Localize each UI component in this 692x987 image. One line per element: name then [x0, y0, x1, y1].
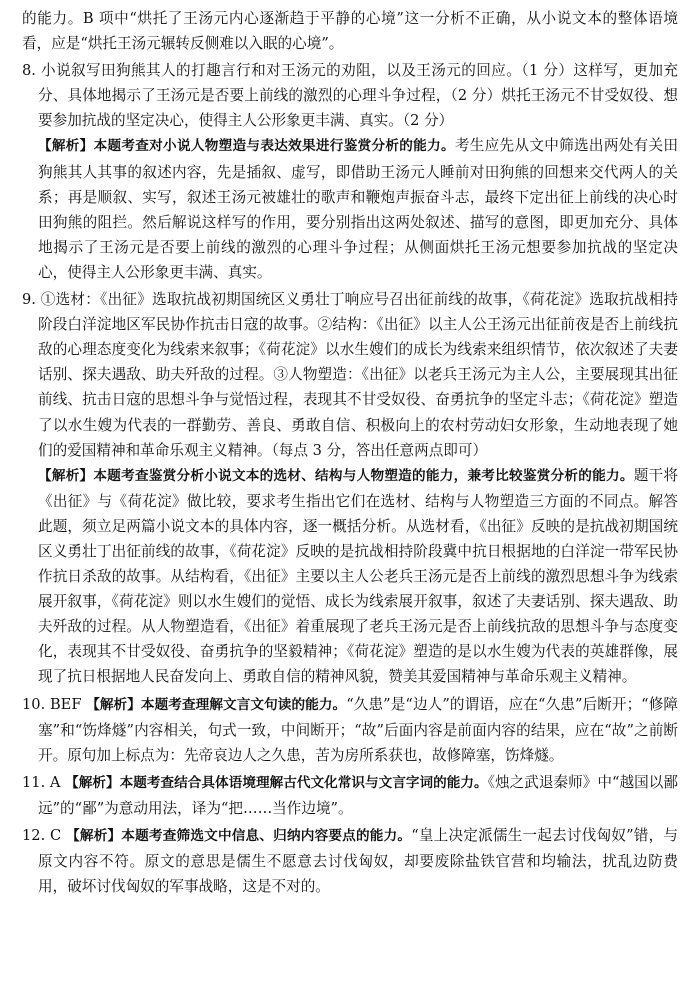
q8-answer-text: 8. 小说叙写田狗熊其人的打趣言行和对王汤元的劝阻，以及王汤元的回应。（1 分）这样写，更加充分、具体地揭示了王汤元是否要上前线的激烈的心理斗争过程，（2 分）烘托王汤元不甘受奴役、想要参加抗战的坚定决心，使得主人公形象更丰满、真实。（2 分）: [22, 62, 678, 130]
question-11: [22, 770, 678, 821]
q8-analysis: [22, 133, 678, 285]
q8-answer: [22, 58, 678, 133]
q8-analysis-text: 考生应先从文中筛选出两处有关田狗熊其人其事的叙述内容，先是插叙、虚写，即借助王汤元人睡前对田狗熊的回想来交代两人的关系；再是顺叙、实写，叙述王汤元被雄壮的歌声和鞭炮声振奋斗志，最终下定出征上前线的决心时田狗熊的阻拦。然后解说这样写的作用，要分别指出这两处叙述、描写的意图，即更加充分、具体地揭示了王汤元是否要上前线的激烈的心理斗争过程；从侧面烘托王汤元想要参加抗战的坚定决心，使得主人公形象更丰满、真实。: [38, 137, 678, 281]
q10-analysis-text: “久患”是“边人”的谓语，应在“久患”后断开；“修障塞”和“饬烽燧”内容相关，句式一致，中间断开；“故”后面内容是前面内容的结果，应在“故”之前断开。原句加上标点为：先帝哀边人之久患，苦为房所系获也，故修障塞，饬烽燧。: [38, 695, 679, 764]
question-10: [22, 692, 678, 768]
q8-analysis-tag: 【解析】本题考查对小说人物塑造与表达效果进行鉴赏分析的能力。: [38, 138, 455, 155]
q10-number: 10. BEF: [22, 695, 82, 713]
q9-analysis-tag: 【解析】本题考查鉴赏分析小说文本的选材、结构与人物塑造的能力，兼考比较鉴赏分析的能力。: [38, 467, 634, 484]
q12-analysis-text: “皇上决定派儒生一起去讨伐匈奴”错，与原文内容不符。原文的意思是儒生不愿意去讨伐匈奴，却要废除盐铁官营和均输法，扰乱边防费用，破坏讨伐匈奴的军事战略，这是不对的。: [38, 827, 679, 896]
q12-number: 12. C: [22, 827, 62, 844]
q9-answer: [22, 287, 678, 463]
q12-analysis-tag: 【解析】本题考查筛选文中信息、归纳内容要点的能力。: [66, 828, 412, 844]
intro-text: 的能力。B 项中“烘托了王汤元内心逐渐趋于平静的心境”这一分析不正确，从小说文本的整体语境看，应是“烘托王汤元辗转反侧难以入眠的心境”。: [22, 10, 678, 53]
q9-answer-text: 9. ①选材：《出征》选取抗战初期国统区义勇壮丁响应号召出征前线的故事，《荷花淀》选取抗战相持阶段白洋淀地区军民协作抗击日寇的故事。②结构：《出征》以主人公王汤元出征前夜是否上前线抗敌的心理态度变化为线索来叙事；《荷花淀》以水生嫂们的成长为线索来组织情节，依次叙述了夫妻话别、探夫遇敌、助夫歼敌的过程。③人物塑造：《出征》以老兵王汤元为主人公，主要展现其出征前线、抗击日寇的思想斗争与觉悟过程，表现其不甘受奴役、奋勇抗争的坚定斗志；《荷花淀》塑造了以水生嫂为代表的一群勤劳、善良、勇敢自信、积极向上的农村劳动妇女形象，生动地表现了她们的爱国精神和革命乐观主义精神。（每点 3 分，答出任意两点即可）: [22, 291, 678, 459]
question-8: [22, 58, 678, 285]
intro-paragraph: [22, 6, 678, 56]
q11-analysis-text: 《烛之武退秦师》中“越国以鄙远”的“鄙”为意动用法，译为“把……当作边境”。: [38, 773, 679, 817]
q9-analysis: [22, 463, 678, 690]
q9-analysis-text: 题干将《出征》与《荷花淀》做比较，要求考生指出它们在选材、结构与人物塑造三方面的不同点。解答此题，须立足两篇小说文本的具体内容，逐一概括分析。从选材看，《出征》反映的是抗战初期国统区义勇壮丁出征前线的故事，《荷花淀》反映的是抗战相持阶段冀中抗日根据地的白洋淀一带军民协作抗日杀敌的故事。从结构看，《出征》主要以主人公老兵王汤元是否上前线的激烈思想斗争为线索展开叙事，《荷花淀》则以水生嫂们的觉悟、成长为线索展开叙事，叙述了夫妻话别、探夫遇敌、助夫歼敌的过程。从人物塑造看，《出征》着重展现了老兵王汤元是否上前线抗敌的思想斗争与态度变化，表现其不甘受奴役、奋勇抗争的坚毅精神；《荷花淀》塑造的是以水生嫂为代表的英雄群像，展现了抗日根据地人民奋发向上、勇敢自信的精神风貌，赞美其爱国精神与革命乐观主义精神。: [38, 466, 678, 686]
question-12: [22, 823, 678, 899]
q10-analysis-tag: 【解析】本题考查理解文言文句读的能力。: [86, 696, 347, 713]
q11-number: 11. A: [22, 773, 61, 791]
q11-analysis-tag: 【解析】本题考查结合具体语境理解古代文化常识与文言字词的能力。: [65, 774, 488, 791]
question-9: [22, 287, 678, 690]
